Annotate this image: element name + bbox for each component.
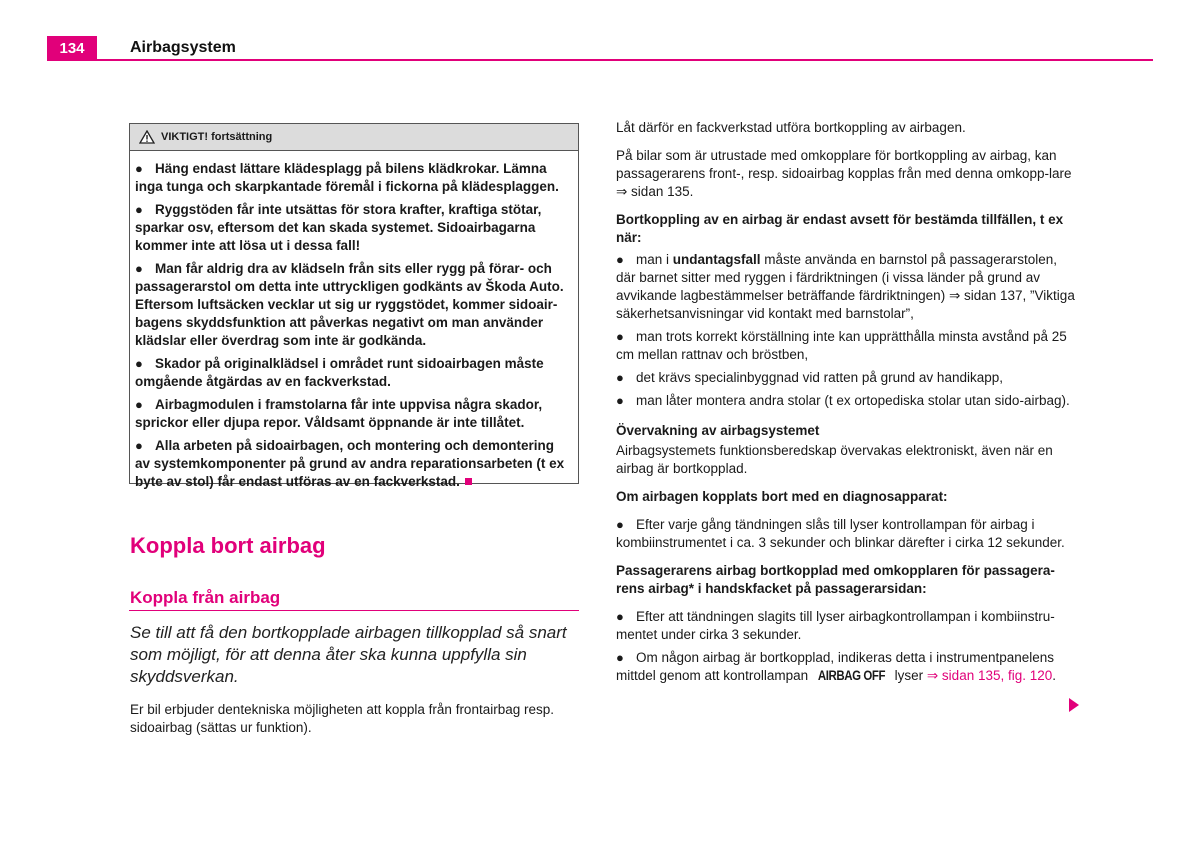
warning-box xyxy=(129,123,579,489)
airbag-off-lamp-label: AIRBAG OFF xyxy=(817,668,885,683)
bold-subheading: Övervakning av airbagsystemet xyxy=(616,423,820,438)
next-page-arrow-icon xyxy=(1069,698,1079,712)
warning-item: ● Airbagmodulen i framstolarna får inte uppvisa några skador, sprickor eller djupa repor. Våldsamt öppnande är inte tillåtet. xyxy=(135,397,543,430)
warning-item: ● Skador på originalklädsel i området runt sidoairbagen måste omgående åtgärdas av en fackverkstad. xyxy=(135,356,544,389)
warning-triangle-icon xyxy=(139,130,155,144)
lead-paragraph: Se till att få den bortkopplade airbagen tillkopplad så snart som möjligt, för att denna åter ska kunna uppfylla sin skyddsverkan. xyxy=(130,623,567,686)
warning-list xyxy=(130,151,578,491)
body-paragraph: Er bil erbjuder dentekniska möjligheten att koppla från frontairbag resp. sidoairbag (sättas ur funktion). xyxy=(130,702,554,735)
running-header: Airbagsystem xyxy=(130,39,236,56)
right-column xyxy=(616,119,1076,690)
warning-item: ● Häng endast lättare klädesplagg på bilens klädkrokar. Lämna inga tunga och skarpkantade föremål i fickorna på klädesplaggen. xyxy=(135,161,559,194)
list-item: ● man låter montera andra stolar (t ex ortopediska stolar utan sido-airbag). xyxy=(616,393,1070,408)
body-paragraph: Airbagsystemets funktionsberedskap övervakas elektroniskt, även när en airbag är bortkopplad. xyxy=(616,443,1053,476)
header-rule xyxy=(47,59,1153,61)
warning-item: ● Alla arbeten på sidoairbagen, och montering och demontering av systemkomponenter på grund av andra reparationsarbeten (t ex byte av stol) får endast utföras av en fackverkstad. xyxy=(135,438,565,489)
section-heading: Koppla bort airbag xyxy=(130,533,326,558)
bold-subheading: Bortkoppling av en airbag är endast avsett för bestämda tillfällen, t ex när: xyxy=(616,212,1064,245)
warning-item: ● Ryggstöden får inte utsättas för stora krafter, kraftiga stötar, sparkar osv, eftersom det kan skada systemet. Sidoairbagarna kommer inte att lösa ut i dessa fall! xyxy=(135,202,542,253)
list-item: ● Efter varje gång tändningen slås till lyser kontrollampan för airbag i kombiinstrumentet i ca. 3 sekunder och blinkar därefter i cirka 12 sekunder. xyxy=(616,517,1065,550)
warning-box-header xyxy=(130,124,578,151)
warning-title: VIKTIGT! fortsättning xyxy=(161,131,273,143)
bold-subheading: Om airbagen kopplats bort med en diagnosapparat: xyxy=(616,489,948,504)
list-item: ● det krävs specialinbyggnad vid ratten på grund av handikapp, xyxy=(616,370,1003,385)
page-number: 134 xyxy=(47,36,97,60)
subsection-rule xyxy=(129,610,579,611)
list-item: ● Efter att tändningen slagits till lyser airbagkontrollampan i kombiinstru-mentet under cirka 3 sekunder. xyxy=(616,609,1055,642)
list-item: ● Om någon airbag är bortkopplad, indikeras detta i instrumentpanelens mittdel genom att kontrollampan AIRBAG OFF lyser ⇒ sidan 135, fig. 120. xyxy=(616,650,1057,683)
page-reference-link[interactable]: ⇒ sidan 135, fig. 120 xyxy=(926,668,1053,683)
body-paragraph: Låt därför en fackverkstad utföra bortkoppling av airbagen. xyxy=(616,120,966,135)
list-item: ● man trots korrekt körställning inte kan upprätthålla minsta avstånd på 25 cm mellan rattnav och bröstben, xyxy=(616,329,1067,362)
bold-subheading: Passagerarens airbag bortkopplad med omkopplaren för passagera-rens airbag* i handskfacket på passagerarsidan: xyxy=(616,563,1055,596)
end-of-section-mark xyxy=(465,478,472,485)
body-paragraph: På bilar som är utrustade med omkopplare för bortkoppling av airbag, kan passagerarens front-, resp. sidoairbag kopplas från med denna omkopp-lare ⇒ sidan 135. xyxy=(616,148,1072,199)
warning-item: ● Man får aldrig dra av klädseln från sits eller rygg på förar- och passagerarstol om detta inte uttryckligen godkänts av Škoda Auto. Eftersom luftsäcken vecklar ut sig ur ryggstödet, kommer sidoair-bagens skyddsfunktion att påverkas negativt om man använder klädslar eller överdrag som inte är godkända. xyxy=(135,261,564,348)
list-item: ● man i undantagsfall måste använda en barnstol på passagerarstolen, där barnet sitter med ryggen i färdriktningen (i vissa länder på grund av avvikande lagbestämmelser beträffande färdriktningen) ⇒ sidan 137, ”Viktiga säkerhetsanvisningar vid kontakt med barnstolar”, xyxy=(616,252,1075,321)
subsection-heading: Koppla från airbag xyxy=(130,588,281,607)
